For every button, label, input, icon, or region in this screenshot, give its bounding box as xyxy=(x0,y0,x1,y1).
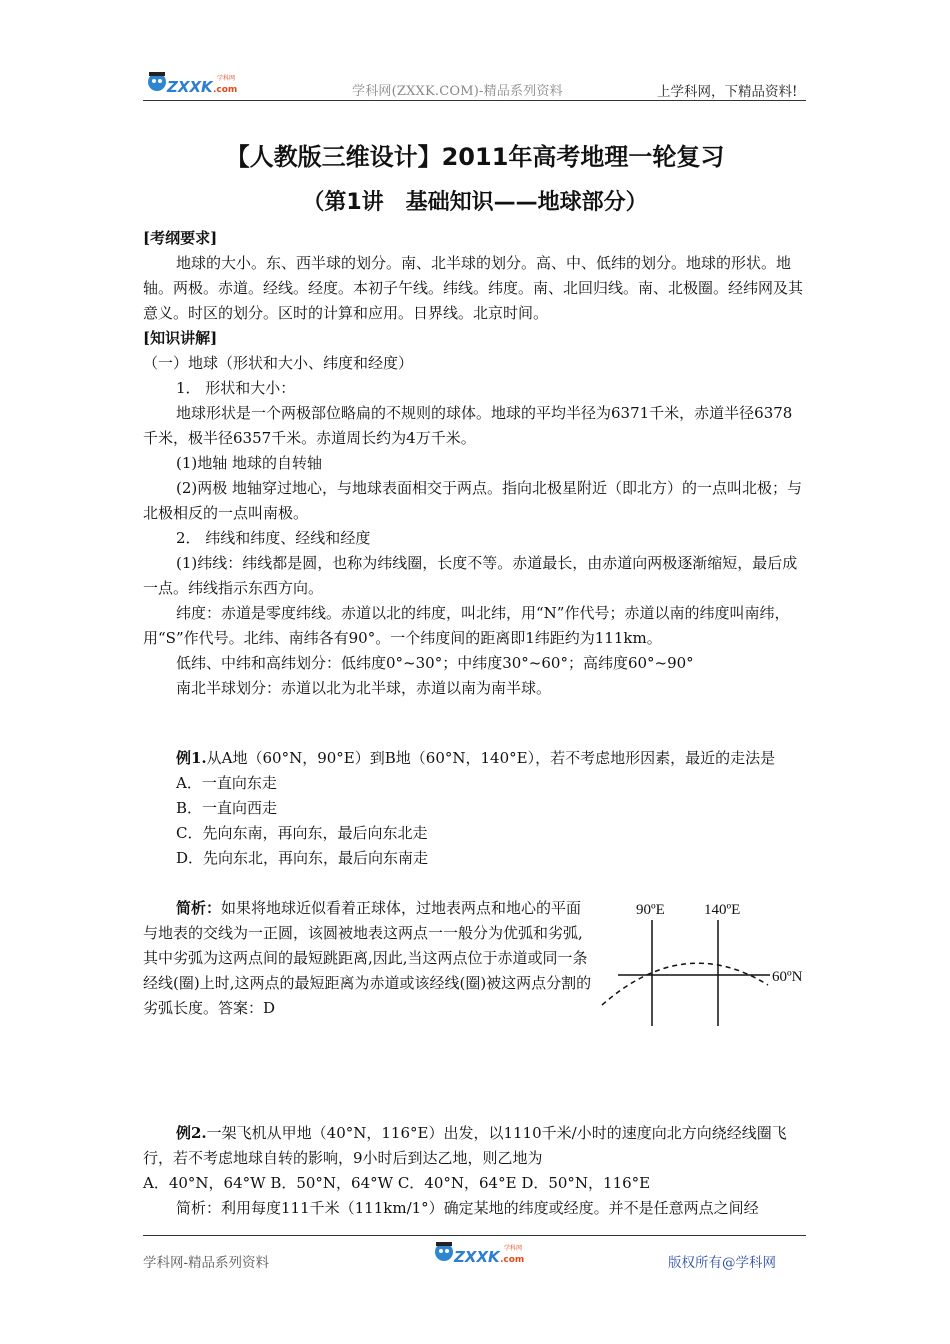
example-1-option-d: D．先向东北，再向东，最后向东南走 xyxy=(176,849,429,867)
item-1: 1． 形状和大小： xyxy=(176,379,296,397)
zhishi-heading: [知识讲解] xyxy=(143,329,218,347)
page-subtitle: （第1讲 基础知识——地球部分） xyxy=(302,190,648,215)
shape-text: 地球形状是一个两极部位略扁的不规则的球体。地球的平均半径为6371千米，赤道半径6378千米，极半径6357千米。赤道周长约为4万千米。 xyxy=(143,404,793,447)
svg-text:ZXXK: ZXXK xyxy=(454,1248,500,1266)
example-2-analysis: 简析：利用每度111千米（111km/1°）确定某地的纬度或经度。并不是任意两点之间经 xyxy=(176,1199,759,1217)
subsection-1: （一）地球（形状和大小、纬度和经度） xyxy=(143,354,414,372)
kaogang-text: 地球的大小。东、西半球的划分。南、北半球的划分。高、中、低纬的划分。地球的形状。地轴。两极。赤道。经线。经度。本初子午线。纬线。纬度。南、北回归线。南、北极圈。经纬网及其意义。时区的划分。区时的计算和应用。日界线。北京时间。 xyxy=(143,254,804,322)
kaogang-heading: [考纲要求] xyxy=(143,229,218,247)
body-content xyxy=(143,226,806,701)
axis-text: (1)地轴 地球的自转轴 xyxy=(176,454,323,472)
svg-text:ZXXK: ZXXK xyxy=(167,78,213,96)
svg-text:学科网: 学科网 xyxy=(217,75,236,82)
example-1-option-c: C．先向东南，再向东，最后向东北走 xyxy=(176,824,428,842)
svg-text:90ºE: 90ºE xyxy=(636,902,665,918)
header-center-text: 学科网(ZXXK.COM)-精品系列资料 xyxy=(352,84,563,99)
zones-text: 低纬、中纬和高纬划分：低纬度0°~30°；中纬度30°~60°；高纬度60°~90° xyxy=(176,654,694,672)
header-right-text: 上学科网，下精品资料! xyxy=(657,84,798,100)
svg-text:学科网: 学科网 xyxy=(504,1245,523,1252)
footer-left-text: 学科网-精品系列资料 xyxy=(143,1255,270,1271)
example-1 xyxy=(143,746,806,871)
svg-text:60ºN: 60ºN xyxy=(772,969,803,985)
svg-text:140ºE: 140ºE xyxy=(704,902,741,918)
lat-text: 纬度：赤道是零度纬线。赤道以北的纬度，叫北纬，用“N”作代号；赤道以南的纬度叫南纬，用“S”作代号。北纬、南纬各有90°。一个纬度间的距离即1纬距约为111km。 xyxy=(143,604,790,647)
zxxk-logo xyxy=(143,68,247,100)
page-title: 【人教版三维设计】2011年高考地理一轮复习 xyxy=(225,143,725,171)
example-2 xyxy=(143,1121,806,1221)
svg-text:.com: .com xyxy=(213,85,238,95)
example-1-question: 例1.从A地（60°N，90°E）到B地（60°N，140°E），若不考虑地形因素，最近的走法是 xyxy=(176,749,776,767)
hemi-text: 南北半球划分：赤道以北为北半球，赤道以南为南半球。 xyxy=(176,679,552,697)
example-2-options: A．40°N，64°W B．50°N，64°W C．40°N，64°E D．50°N，116°E xyxy=(143,1174,651,1192)
header-divider xyxy=(143,100,806,101)
poles-text: (2)两极 地轴穿过地心，与地球表面相交于两点。指向北极星附近（即北方）的一点叫北极；与北极相反的一点叫南极。 xyxy=(143,479,803,522)
example-1-analysis: 简析：如果将地球近似看着正球体，过地表两点和地心的平面与地表的交线为一正圆，该圆被地表这两点一一般分为优弧和劣弧,其中劣弧为这两点间的最短跳距离,因此,当这两点位于赤道或同一条经线(圈)上时,这两点的最短距离为赤道或该经线(圈)被这两点分割的劣弧长度。答案：D xyxy=(143,899,592,1017)
graticule-diagram xyxy=(598,893,813,1033)
footer-zxxk-logo xyxy=(430,1238,534,1270)
lat-line-text: (1)纬线：纬线都是圆，也称为纬线圈，长度不等。赤道最长，由赤道向两极逐渐缩短，最后成一点。纬线指示东西方向。 xyxy=(143,554,798,597)
example-1-option-b: B．一直向西走 xyxy=(176,799,278,817)
example-1-option-a: A．一直向东走 xyxy=(176,774,277,792)
footer-right-text: 版权所有@学科网 xyxy=(668,1255,776,1271)
footer-divider xyxy=(143,1235,806,1236)
item-2: 2． 纬线和纬度、经线和经度 xyxy=(176,529,371,547)
example-2-question: 例2.一架飞机从甲地（40°N，116°E）出发，以1110千米/小时的速度向北方向绕经线圈飞行，若不考虑地球自转的影响，9小时后到达乙地，则乙地为 xyxy=(143,1124,787,1167)
svg-text:.com: .com xyxy=(500,1255,525,1265)
